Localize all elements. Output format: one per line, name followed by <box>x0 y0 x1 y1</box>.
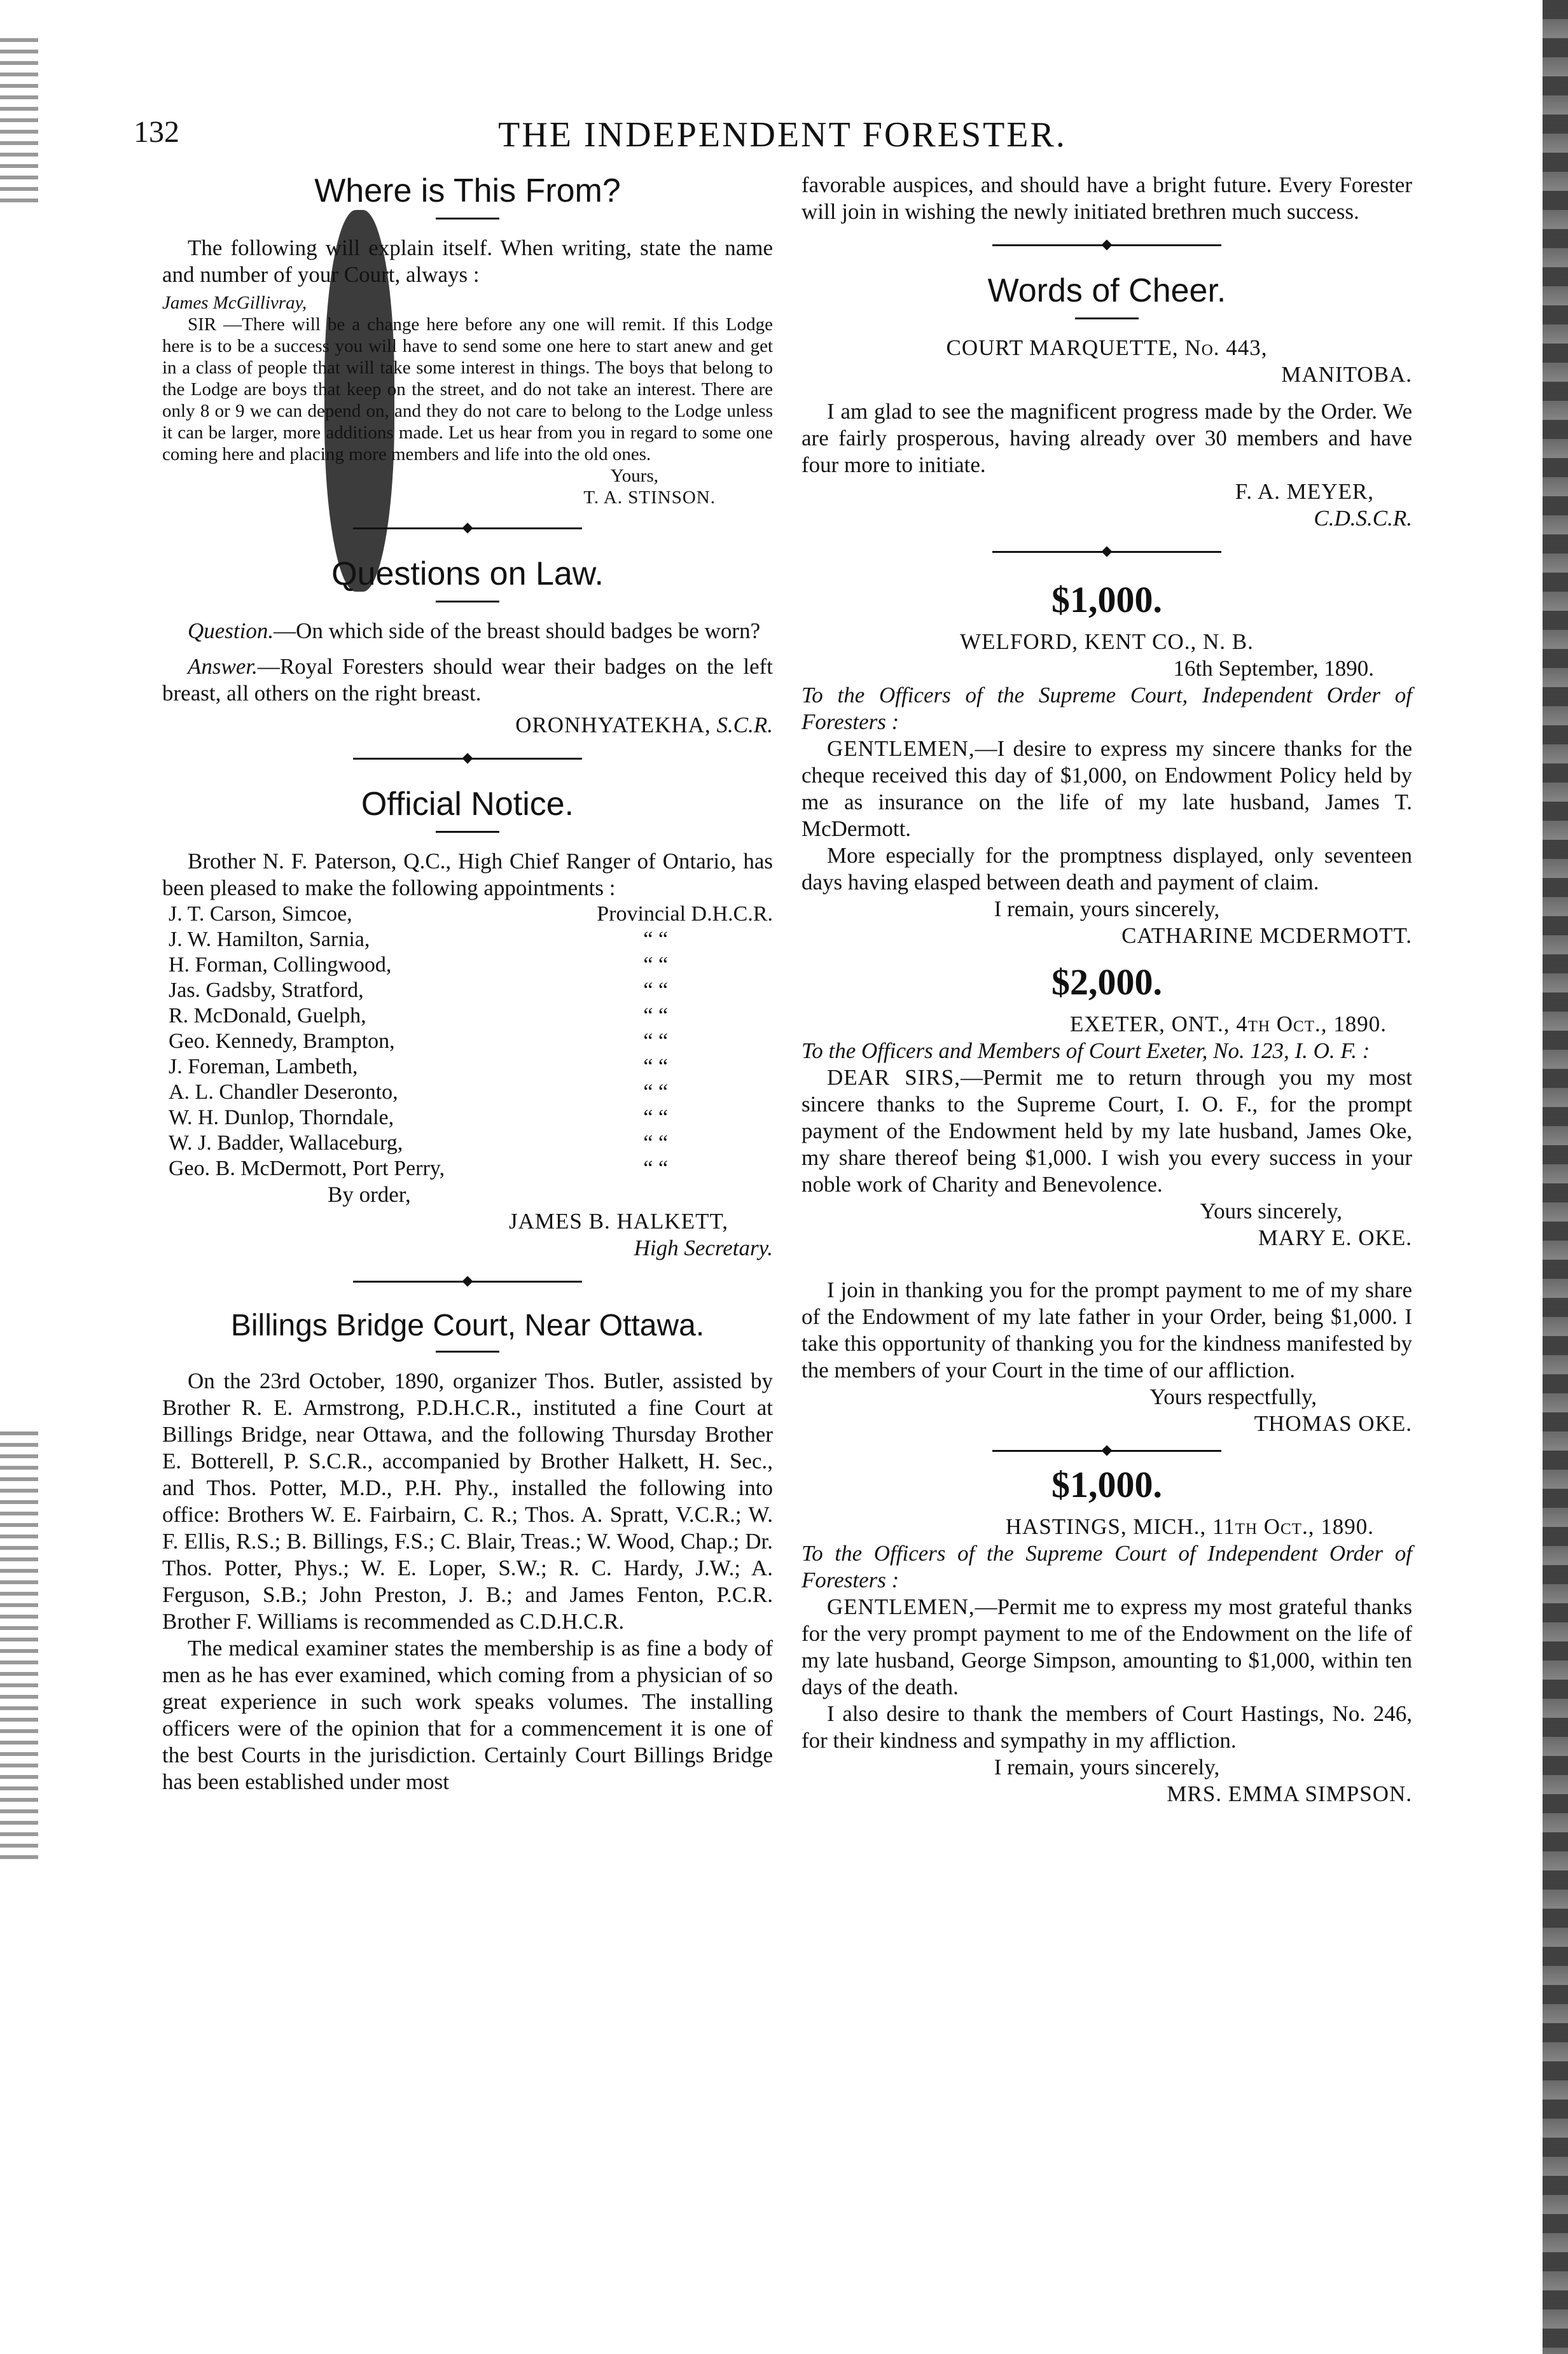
article-official-notice <box>162 785 773 1262</box>
letter-signature: THOMAS OKE. <box>1254 1411 1412 1436</box>
article-where-is-this-from <box>162 172 773 508</box>
article-questions-on-law <box>162 555 773 739</box>
appointment-name: H. Forman, Collingwood, <box>169 953 392 977</box>
article-words-of-cheer <box>801 272 1412 532</box>
appointment-role: “ “ <box>643 953 669 977</box>
appointment-name: Jas. Gadsby, Stratford, <box>169 979 364 1002</box>
appointment-role: “ “ <box>643 1157 669 1180</box>
letter-address: To the Officers of the Supreme Court of Independent Order of Foresters : <box>801 1541 1412 1592</box>
signature-title: S.C.R. <box>716 713 773 737</box>
appointment-role: “ “ <box>643 1004 669 1027</box>
signature-name: JAMES B. HALKETT, <box>509 1209 728 1234</box>
letter-body: —I desire to express my sincere thanks for the cheque received this day of $1,000, on Endowment Policy held by me as insurance on the life of my late husband, James T. McDermott. <box>801 736 1412 841</box>
letter-body: —Permit me to express my most grateful thanks for the very prompt payment to me of the Endowment on the life of my late husband, George Simpson, amounting to $1,000, within ten days of the death. <box>801 1594 1412 1699</box>
question-label: Question. <box>188 618 274 643</box>
heading-rule <box>436 831 499 833</box>
section-divider <box>992 1450 1221 1452</box>
heading-rule <box>1075 317 1139 319</box>
letter-body: —Permit me to return through you my most sincere thanks to the Supreme Court, I. O. F., for the prompt payment of the Endowment held by my late husband, James Oke, my share thereof being $1,000. I wish you every success in your noble work of Charity and Benevolence. <box>801 1065 1412 1197</box>
appointment-role: “ “ <box>643 1055 669 1078</box>
letter-signature: T. A. STINSON. <box>583 487 716 508</box>
appointment-name: J. W. Hamilton, Sarnia, <box>169 928 370 951</box>
article-heading: Words of Cheer. <box>987 272 1226 309</box>
letter-body: I am glad to see the magnificent progress made by the Order. We are fairly prosperous, having already over 30 members and have four more to initiate. <box>801 399 1412 477</box>
signature-name: ORONHYATEKHA, <box>515 713 711 737</box>
signature-title: C.D.S.C.R. <box>1314 506 1412 531</box>
letter-body: I join in thanking you for the prompt payment to me of my share of the Endowment of my late father in your Order, being $1,000. I take this opportunity of thanking you for the kindness manifested by the members of your Court in the time of our affliction. <box>801 1278 1412 1382</box>
letter-closing: Yours, <box>610 466 658 486</box>
by-order: By order, <box>328 1182 411 1207</box>
appointment-name: J. T. Carson, Simcoe, <box>169 902 352 926</box>
article-paragraph: The medical examiner states the membership is as fine a body of men as he has ever examined, which coming from a physician of so great experience in such work speaks volumes. The installing officers were of the opinion that for a commencement it is one of the best Courts in the jurisdiction. Certainly Court Billings Bridge has been established under most <box>162 1636 773 1794</box>
letter-salutation: DEAR SIRS, <box>827 1065 961 1090</box>
appointment-name: Geo. B. McDermott, Port Perry, <box>169 1157 445 1180</box>
right-column <box>801 172 1412 1807</box>
appointment-name: W. H. Dunlop, Thorndale, <box>169 1106 394 1129</box>
appointment-role: “ “ <box>643 928 669 951</box>
letter-salutation: GENTLEMEN, <box>827 1594 975 1619</box>
answer-text <box>162 653 773 707</box>
heading-rule <box>436 218 499 219</box>
question-body: —On which side of the breast should badges be worn? <box>274 618 761 643</box>
letter-closing: I remain, yours sincerely, <box>994 896 1220 921</box>
scan-speckle-left-bottom <box>0 1431 38 1864</box>
appointment-name: A. L. Chandler Deseronto, <box>169 1080 398 1104</box>
appointment-row <box>162 1156 773 1181</box>
continued-paragraph: favorable auspices, and should have a bright future. Every Forester will join in wishing the newly initiated brethren much success. <box>801 172 1412 224</box>
answer-label: Answer. <box>188 654 258 679</box>
letter-salutation: James McGillivray, <box>162 293 307 313</box>
letter-signature: MARY E. OKE. <box>1258 1225 1412 1250</box>
appointment-row <box>162 1054 773 1080</box>
scan-edge-right <box>1543 0 1568 2354</box>
letter-body: More especially for the promptness displayed, only seventeen days having elasped between death and payment of claim. <box>801 843 1412 895</box>
question-text <box>162 618 773 644</box>
page-header <box>134 115 1431 159</box>
appointment-name: J. Foreman, Lambeth, <box>169 1055 358 1078</box>
appointment-row <box>162 902 773 927</box>
letter-body: I also desire to thank the members of Court Hastings, No. 246, for their kindness and sympathy in my affliction. <box>801 1701 1412 1753</box>
letter-closing: Yours respectfully, <box>1149 1384 1317 1409</box>
article-billings-bridge <box>162 1308 773 1795</box>
appointments-table <box>162 902 773 1181</box>
appointment-row <box>162 1003 773 1029</box>
letter-place-date: HASTINGS, MICH., 11th Oct., 1890. <box>1005 1514 1374 1539</box>
appointment-row <box>162 952 773 978</box>
appointment-role: “ “ <box>643 1080 669 1104</box>
article-heading: Official Notice. <box>361 786 574 823</box>
appointment-role: Provincial D.H.C.R. <box>597 902 773 926</box>
heading-rule <box>436 1351 499 1353</box>
claim-letter-oke <box>801 961 1412 1437</box>
appointment-name: W. J. Badder, Wallaceburg, <box>169 1131 403 1155</box>
letter-date: 16th September, 1890. <box>1173 656 1374 681</box>
appointment-row <box>162 927 773 952</box>
appointment-row <box>162 1105 773 1131</box>
article-heading: Billings Bridge Court, Near Ottawa. <box>230 1309 705 1342</box>
letter-place: WELFORD, KENT CO., N. B. <box>960 629 1254 654</box>
appointment-role: “ “ <box>643 1131 669 1155</box>
appointment-row <box>162 1131 773 1156</box>
appointment-row <box>162 978 773 1003</box>
section-divider <box>353 758 582 760</box>
letter-signature: MRS. EMMA SIMPSON. <box>1167 1781 1412 1806</box>
left-column <box>162 172 773 1795</box>
letter-closing: I remain, yours sincerely, <box>994 1755 1220 1779</box>
letter-salutation: GENTLEMEN, <box>827 736 975 761</box>
appointment-row <box>162 1080 773 1105</box>
page-number: 132 <box>134 115 179 149</box>
appointment-name: R. McDonald, Guelph, <box>169 1004 366 1027</box>
letter-address: To the Officers of the Supreme Court, Independent Order of Foresters : <box>801 683 1412 734</box>
claim-amount: $2,000. <box>1051 961 1162 1003</box>
claim-letter-simpson <box>801 1463 1412 1807</box>
appointment-row <box>162 1029 773 1054</box>
signature-name: F. A. MEYER, <box>1235 479 1374 504</box>
letter-closing: Yours sincerely, <box>1200 1199 1342 1223</box>
signature-title: High Secretary. <box>634 1236 773 1260</box>
article-intro: The following will explain itself. When writing, state the name and number of your Court, always : <box>162 235 773 287</box>
section-divider <box>992 551 1221 553</box>
letter-place-date: EXETER, ONT., 4th Oct., 1890. <box>1069 1012 1387 1036</box>
appointment-role: “ “ <box>643 1106 669 1129</box>
section-divider <box>353 1281 582 1283</box>
claim-amount: $1,000. <box>1051 579 1162 620</box>
appointment-role: “ “ <box>643 979 669 1002</box>
notice-intro: Brother N. F. Paterson, Q.C., High Chief Ranger of Ontario, has been pleased to make the following appointments : <box>162 849 773 900</box>
claim-amount: $1,000. <box>1051 1464 1162 1505</box>
court-location: COURT MARQUETTE, No. 443, <box>946 335 1268 360</box>
article-heading: Questions on Law. <box>331 555 604 592</box>
letter-address: To the Officers and Members of Court Exeter, No. 123, I. O. F. : <box>801 1038 1370 1063</box>
court-province: MANITOBA. <box>1281 362 1412 387</box>
section-divider <box>353 527 582 529</box>
article-paragraph: On the 23rd October, 1890, organizer Thos. Butler, assisted by Brother R. E. Armstrong, P.D.H.C.R., instituted a fine Court at Billings Bridge, near Ottawa, and the following Thursday Brother E. Botterell, P. S.C.R., accompanied by Brother Halkett, H. Sec., and Thos. Potter, M.D., P.H. Phy., installed the following into office: Brothers W. E. Fairbairn, C. R.; Thos. A. Spratt, V.C.R.; W. F. Ellis, R.S.; B. Billings, F.S.; C. Blair, Treas.; W. Wood, Chap.; Dr. Thos. Potter, Phys.; W. E. Loper, S.W.; R. C. Hardy, J.W.; A. Ferguson, S.B.; John Preston, J. B.; and James Fenton, P.C.R. Brother F. Williams is recommended as C.D.H.C.R. <box>162 1369 773 1634</box>
answer-body: —Royal Foresters should wear their badges on the left breast, all others on the right breast. <box>162 654 773 706</box>
appointment-name: Geo. Kennedy, Brampton, <box>169 1029 395 1053</box>
letter-body: SIR —There will be a change here before any one will remit. If this Lodge here is to be a success you will have to send some one here to start anew and get in a class of people that will take some interest in things. The boys that belong to the Lodge are boys that keep on the street, and do not take an interest. There are only 8 or 9 we can depend on, and they do not care to belong to the Lodge unless it can be larger, more additions made. Let us hear from you in regard to some one coming here and placing more members and life into the old ones. <box>162 314 773 464</box>
section-divider <box>992 244 1221 246</box>
letter-signature: CATHARINE MCDERMOTT. <box>1121 923 1412 948</box>
appointment-role: “ “ <box>643 1029 669 1053</box>
page-title: THE INDEPENDENT FORESTER. <box>498 115 1067 155</box>
claim-letter-mcdermott <box>801 578 1412 949</box>
scan-speckle-left-top <box>0 38 38 204</box>
article-heading: Where is This From? <box>314 172 621 209</box>
heading-rule <box>436 601 499 602</box>
